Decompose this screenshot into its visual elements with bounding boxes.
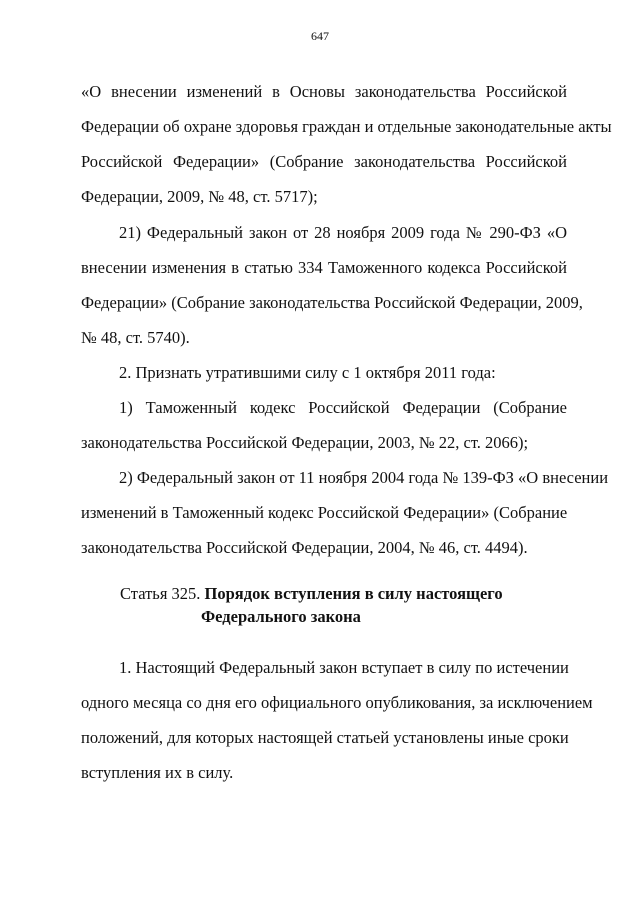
- text-line: законодательства Российской Федерации, 2003, № 22, ст. 2066);: [81, 433, 529, 452]
- text-line: № 48, ст. 5740).: [81, 328, 190, 347]
- article-heading: [120, 584, 503, 626]
- text-line: Федерации, 2009, № 48, ст. 5717);: [81, 187, 318, 206]
- text-line: вступления их в силу.: [81, 763, 234, 782]
- text-line: положений, для которых настоящей статьей установлены иные сроки: [81, 728, 569, 747]
- text-line: законодательства Российской Федерации, 2004, № 46, ст. 4494).: [81, 538, 528, 557]
- text-line: 1. Настоящий Федеральный закон вступает в силу по истечении: [119, 658, 569, 677]
- text-line: Федерации об охране здоровья граждан и отдельные законодательные акты: [81, 117, 612, 136]
- text-line: одного месяца со дня его официального опубликования, за исключением: [81, 693, 593, 712]
- article-number: Статья 325.: [120, 584, 201, 603]
- text-line: 1) Таможенный кодекс Российской Федерации (Собрание: [119, 398, 567, 417]
- text-line: 2) Федеральный закон от 11 ноября 2004 года № 139-ФЗ «О внесении: [119, 468, 609, 487]
- article-title-continued: Федерального закона: [201, 607, 361, 626]
- text-line: изменений в Таможенный кодекс Российской Федерации» (Собрание: [81, 503, 568, 522]
- text-line: Российской Федерации» (Собрание законодательства Российской: [81, 152, 567, 171]
- text-line: внесении изменения в статью 334 Таможенного кодекса Российской: [81, 258, 567, 277]
- article-title: Порядок вступления в силу настоящего: [204, 584, 503, 603]
- text-line: 2. Признать утратившими силу с 1 октября 2011 года:: [119, 363, 496, 382]
- text-line: 21) Федеральный закон от 28 ноября 2009 года № 290-ФЗ «О: [119, 223, 567, 242]
- text-line: Федерации» (Собрание законодательства Российской Федерации, 2009,: [81, 293, 583, 312]
- text-line: «О внесении изменений в Основы законодательства Российской: [81, 82, 567, 101]
- page-number: 647: [311, 29, 329, 43]
